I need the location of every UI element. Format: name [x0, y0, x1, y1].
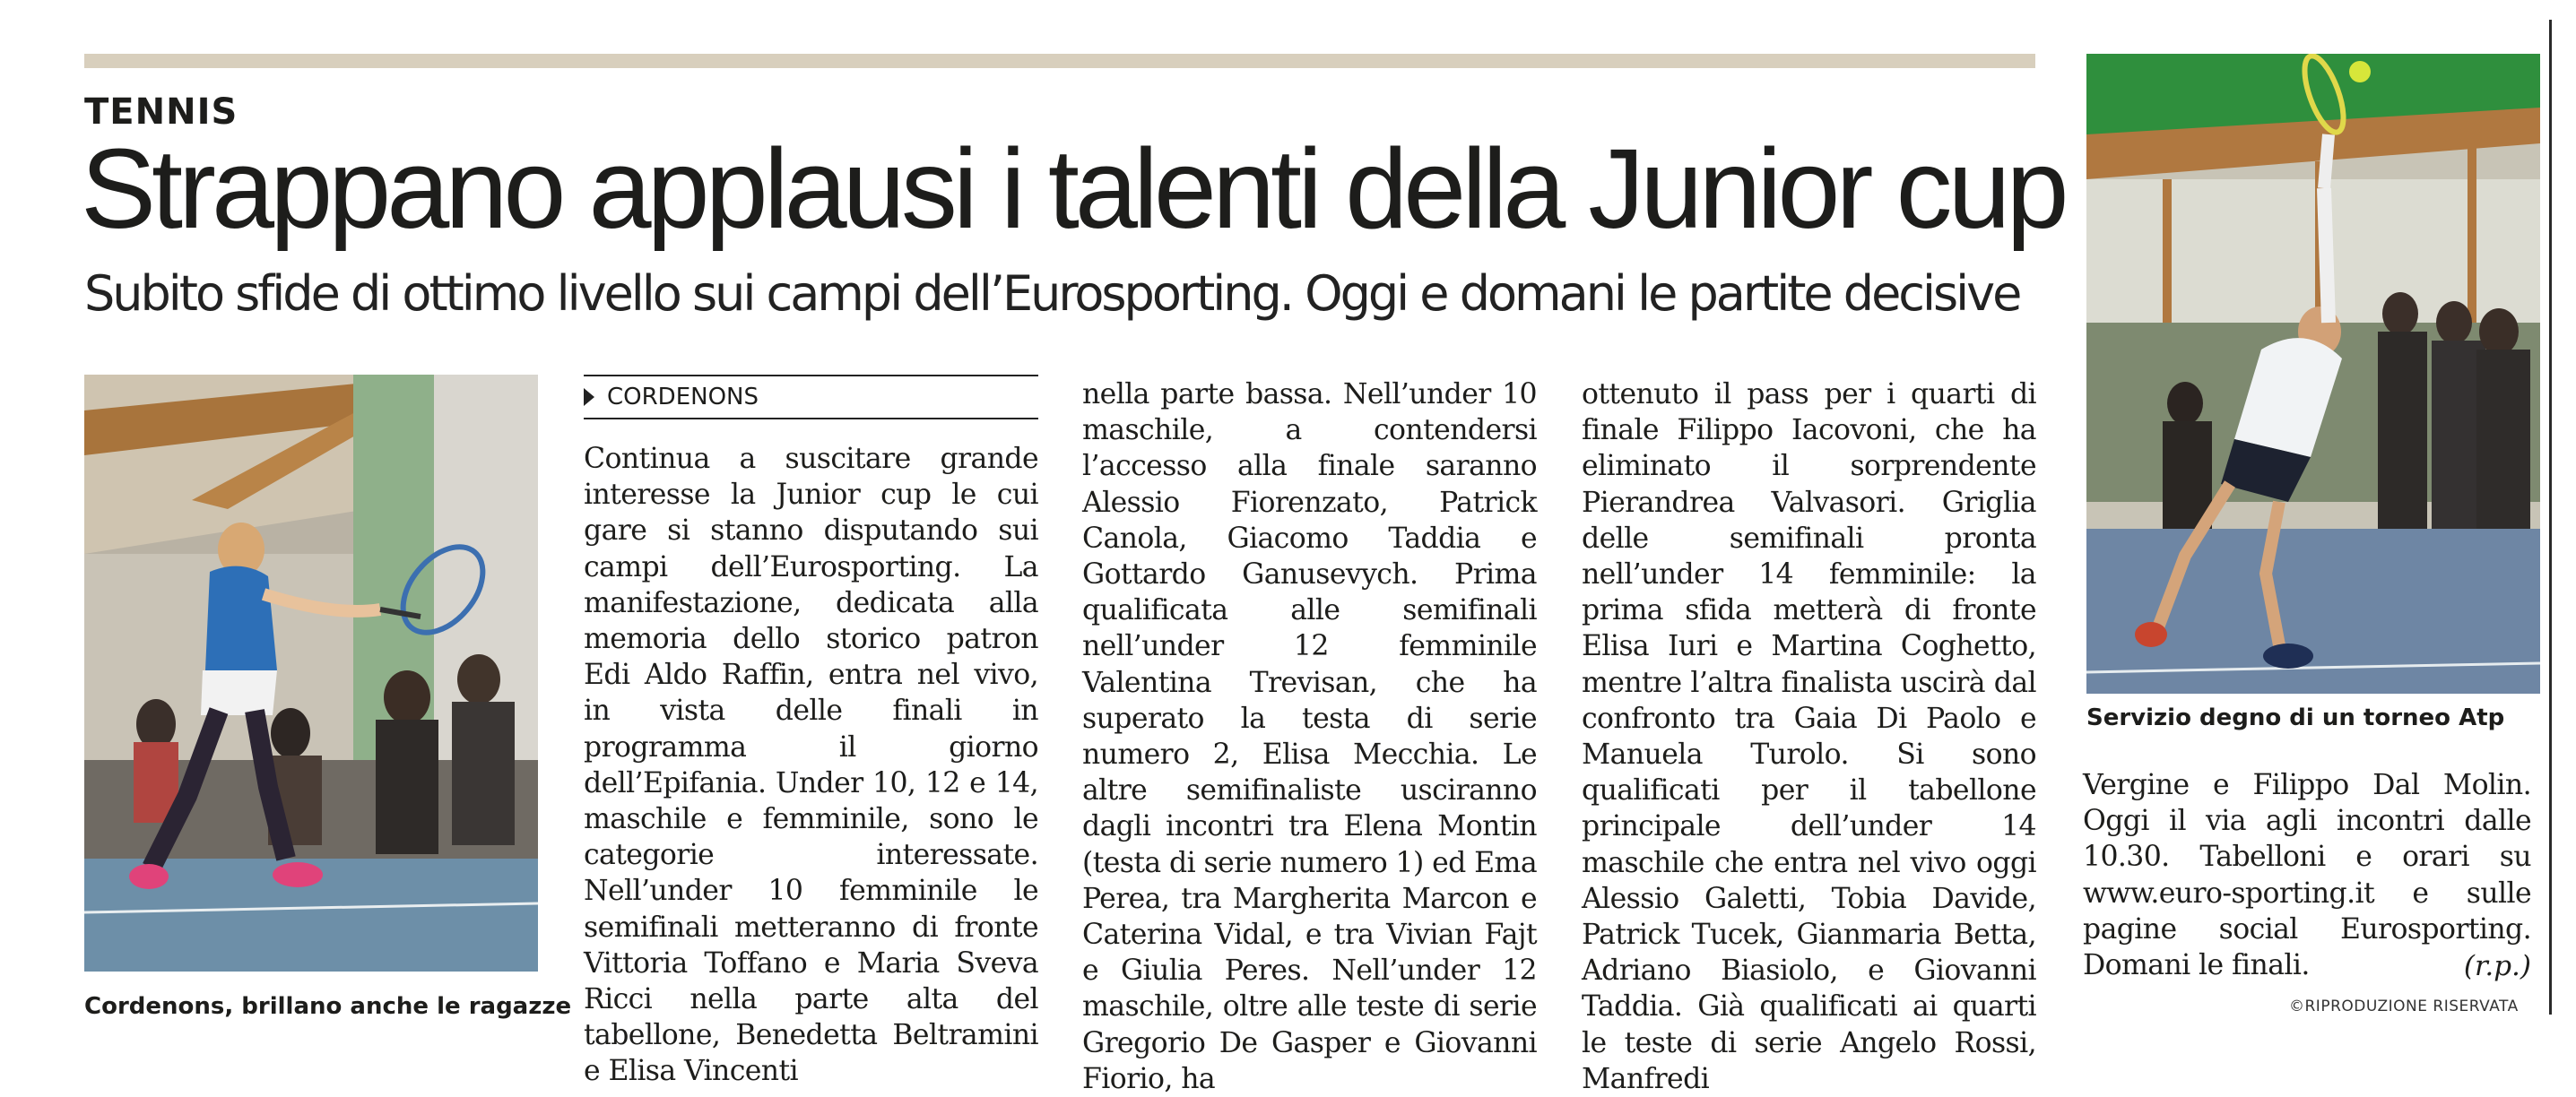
article-text: Continua a suscitare grande interesse la Junior cup le cui gare si stanno disputando sui campi dell’Eurosporting. La manifestazione, dedicata alla memoria dello storico patron Edi Aldo Raffin, entra nel vivo, in vista delle finali in programma il giorno dell’Epifania. Under 10, 12 e 14, maschile e femminile, sono le categorie interessate. Nell’under 10 femminile le semifinali metteranno di fronte Vittoria Toffano e Maria Sveva Ricci nella parte alta del tabellone, Benedetta Beltramini e Elisa Vincenti: [584, 443, 1038, 1088]
top-rule: [84, 54, 2035, 68]
dateline-marker-icon: [584, 388, 594, 406]
photo-boy-serving: [2086, 54, 2540, 694]
section-label: TENNIS: [84, 91, 239, 133]
copyright-notice: ©RIPRODUZIONE RISERVATA: [2289, 998, 2519, 1015]
photo-caption-left: Cordenons, brillano anche le ragazze: [84, 993, 572, 1020]
subheadline: Subito sfide di ottimo livello sui campi dell’Eurosporting. Oggi e domani le partite decisive: [84, 265, 2020, 322]
author-signature: (r.p.): [2463, 950, 2531, 982]
article-text: nella parte bassa. Nell’under 10 maschile, a contendersi l’accesso alla finale saranno Alessio Fiorenzato, Patrick Canola, Giacomo Taddia e Gottardo Ganusevych. Prima qualificata alle semifinali nell’under 12 femminile Valentina Trevisan, che ha superato la testa di serie numero 2, Elisa Mecchia. Le altre semifinaliste usciranno dagli incontri tra Elena Montin (testa di serie numero 1) ed Ema Perea, tra Margherita Marcon e Caterina Vidal, e tra Vivian Fajt e Giulia Peres. Nell’under 12 maschile, oltre alle teste di serie Gregorio De Gasper e Giovanni Fiorio, ha: [1082, 378, 1537, 1095]
dateline: [584, 375, 1038, 419]
headline: Strappano applausi i talenti della Junior cup: [81, 125, 2065, 252]
article-column-2: [1082, 376, 1537, 1097]
dateline-label: CORDENONS: [607, 384, 759, 410]
article-text: ottenuto il pass per i quarti di finale Filippo Iacovoni, che ha eliminato il sorprendente Pierandrea Valvasori. Griglia delle semifinali pronta nell’under 14 femminile: la prima sfida metterà di fronte Elisa Iuri e Martina Coghetto, mentre l’altra finalista uscirà dal confronto tra Gaia Di Paolo e Manuela Turolo. Si sono qualificati per il tabellone principale dell’under 14 maschile che entra nel vivo oggi Alessio Galetti, Tobia Davide, Patrick Tucek, Gianmaria Betta, Adriano Biasiolo, e Giovanni Taddia. Già qualificati ai quarti le teste di serie Angelo Rossi, Manfredi: [1582, 378, 2036, 1095]
photo-girl-tennis: [84, 375, 538, 972]
article-column-1: [584, 441, 1038, 1090]
column-divider: [2549, 20, 2552, 1015]
article-text: Vergine e Filippo Dal Molin. Oggi il via agli incontri dalle 10.30. Tabelloni e orari su www.euro-sporting.it e sulle pagine social Eurosporting. Domani le finali.: [2083, 769, 2531, 982]
photo-caption-right: Servizio degno di un torneo Atp: [2086, 704, 2505, 731]
article-column-3: [1582, 376, 2036, 1097]
